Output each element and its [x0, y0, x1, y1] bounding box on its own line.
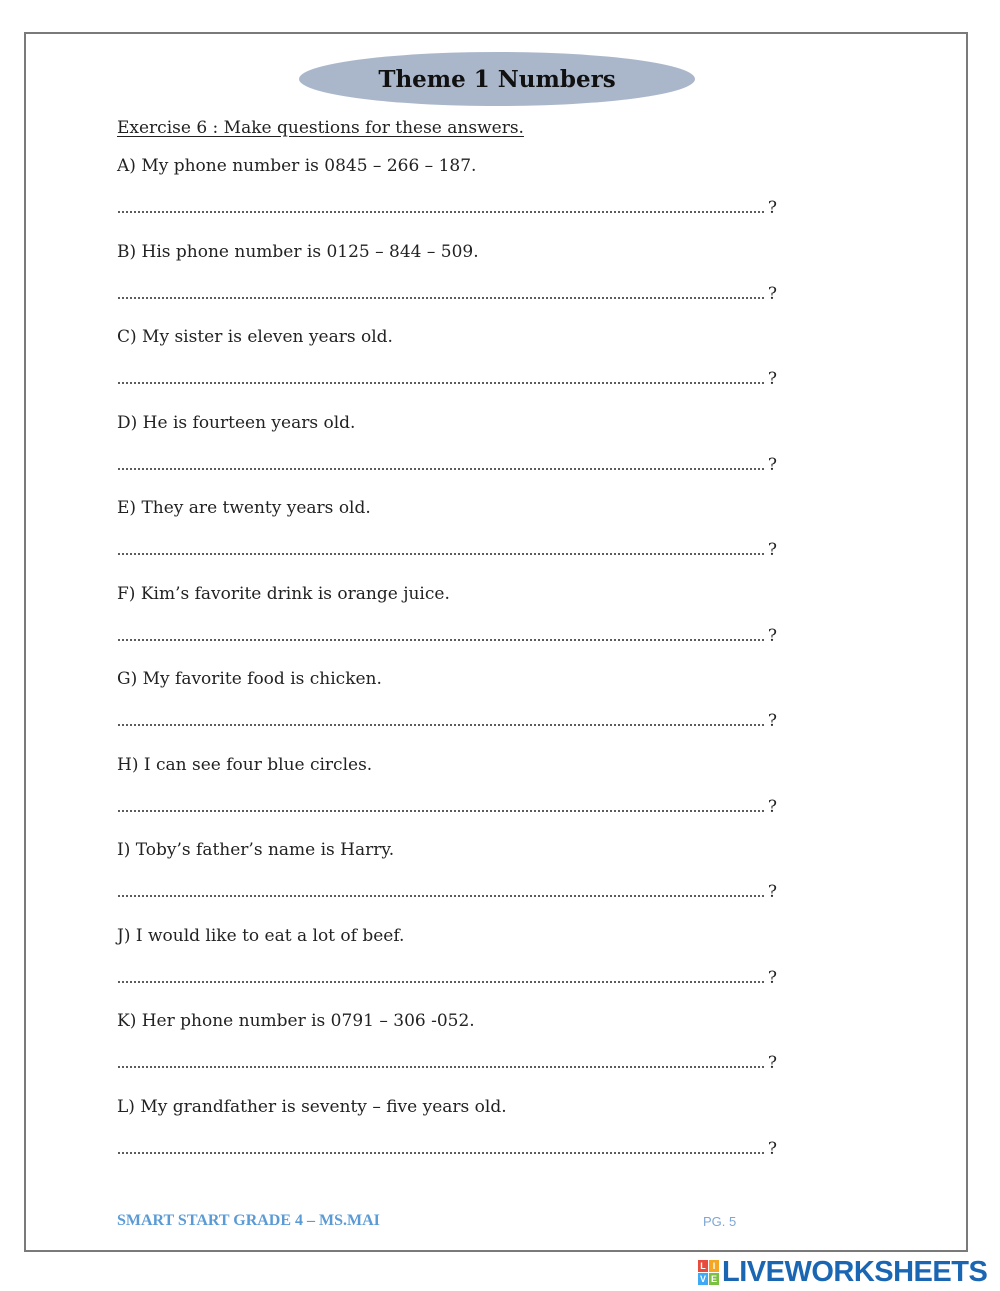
question-mark: ?	[767, 625, 777, 646]
dotted-blank[interactable]	[117, 1066, 766, 1068]
question-text: D) He is fourteen years old.	[117, 412, 356, 433]
footer-page-number: PG. 5	[703, 1214, 737, 1229]
question-text: H) I can see four blue circles.	[117, 754, 373, 775]
dotted-blank[interactable]	[117, 211, 766, 213]
question-text: A) My phone number is 0845 – 266 – 187.	[117, 156, 477, 176]
liveworksheets-icon	[698, 1260, 719, 1285]
question-mark: ?	[767, 198, 777, 218]
dotted-blank[interactable]	[117, 1152, 766, 1154]
question-mark: ?	[767, 1053, 777, 1073]
question-mark: ?	[767, 882, 777, 902]
answer-line[interactable]	[117, 453, 777, 475]
page-title: Theme 1 Numbers	[378, 65, 616, 93]
answer-line[interactable]	[117, 1051, 777, 1073]
dotted-blank[interactable]	[117, 895, 766, 897]
liveworksheets-logo[interactable]	[698, 1256, 987, 1289]
dotted-blank[interactable]	[117, 382, 766, 384]
dotted-blank[interactable]	[117, 468, 766, 470]
question-mark: ?	[767, 967, 777, 988]
answer-line[interactable]	[117, 367, 777, 389]
dotted-blank[interactable]	[117, 981, 766, 983]
exercise-instruction: Exercise 6 : Make questions for these answers.	[117, 118, 524, 138]
answer-line[interactable]	[117, 880, 777, 902]
dotted-blank[interactable]	[117, 297, 766, 299]
answer-line[interactable]	[117, 282, 777, 304]
answer-line[interactable]	[117, 196, 777, 218]
question-mark: ?	[767, 369, 777, 389]
answer-line[interactable]	[117, 709, 777, 731]
answer-line[interactable]	[117, 1137, 777, 1159]
question-mark: ?	[767, 796, 777, 817]
dotted-blank[interactable]	[117, 553, 766, 555]
answer-line[interactable]	[117, 624, 777, 646]
dotted-blank[interactable]	[117, 724, 766, 726]
question-text: K) Her phone number is 0791 – 306 -052.	[117, 1011, 475, 1031]
brand-icon-letter: I	[709, 1260, 719, 1272]
brand-icon-letter: V	[699, 1274, 706, 1284]
question-text: C) My sister is eleven years old.	[117, 327, 393, 347]
title-banner	[299, 52, 695, 106]
question-text: E) They are twenty years old.	[117, 498, 371, 518]
question-text: L) My grandfather is seventy – five years old.	[117, 1096, 507, 1117]
brand-icon-letter: E	[710, 1274, 717, 1284]
question-text: J) I would like to eat a lot of beef.	[117, 925, 405, 946]
question-text: I) Toby’s father’s name is Harry.	[117, 840, 395, 860]
question-mark: ?	[767, 540, 777, 560]
brand-name: LIVEWORKSHEETS	[722, 1256, 988, 1288]
question-text: B) His phone number is 0125 – 844 – 509.	[117, 241, 479, 262]
question-mark: ?	[767, 711, 777, 731]
dotted-blank[interactable]	[117, 810, 766, 812]
answer-line[interactable]	[117, 538, 777, 560]
brand-icon-letter: L	[698, 1260, 708, 1272]
answer-line[interactable]	[117, 795, 777, 817]
question-mark: ?	[767, 1138, 777, 1159]
footer-course: SMART START GRADE 4 – MS.MAI	[117, 1212, 380, 1229]
question-mark: ?	[767, 283, 777, 304]
question-text: F) Kim’s favorite drink is orange juice.	[117, 583, 450, 604]
answer-line[interactable]	[117, 966, 777, 988]
question-mark: ?	[767, 454, 777, 475]
dotted-blank[interactable]	[117, 639, 766, 641]
question-text: G) My favorite food is chicken.	[117, 669, 382, 689]
